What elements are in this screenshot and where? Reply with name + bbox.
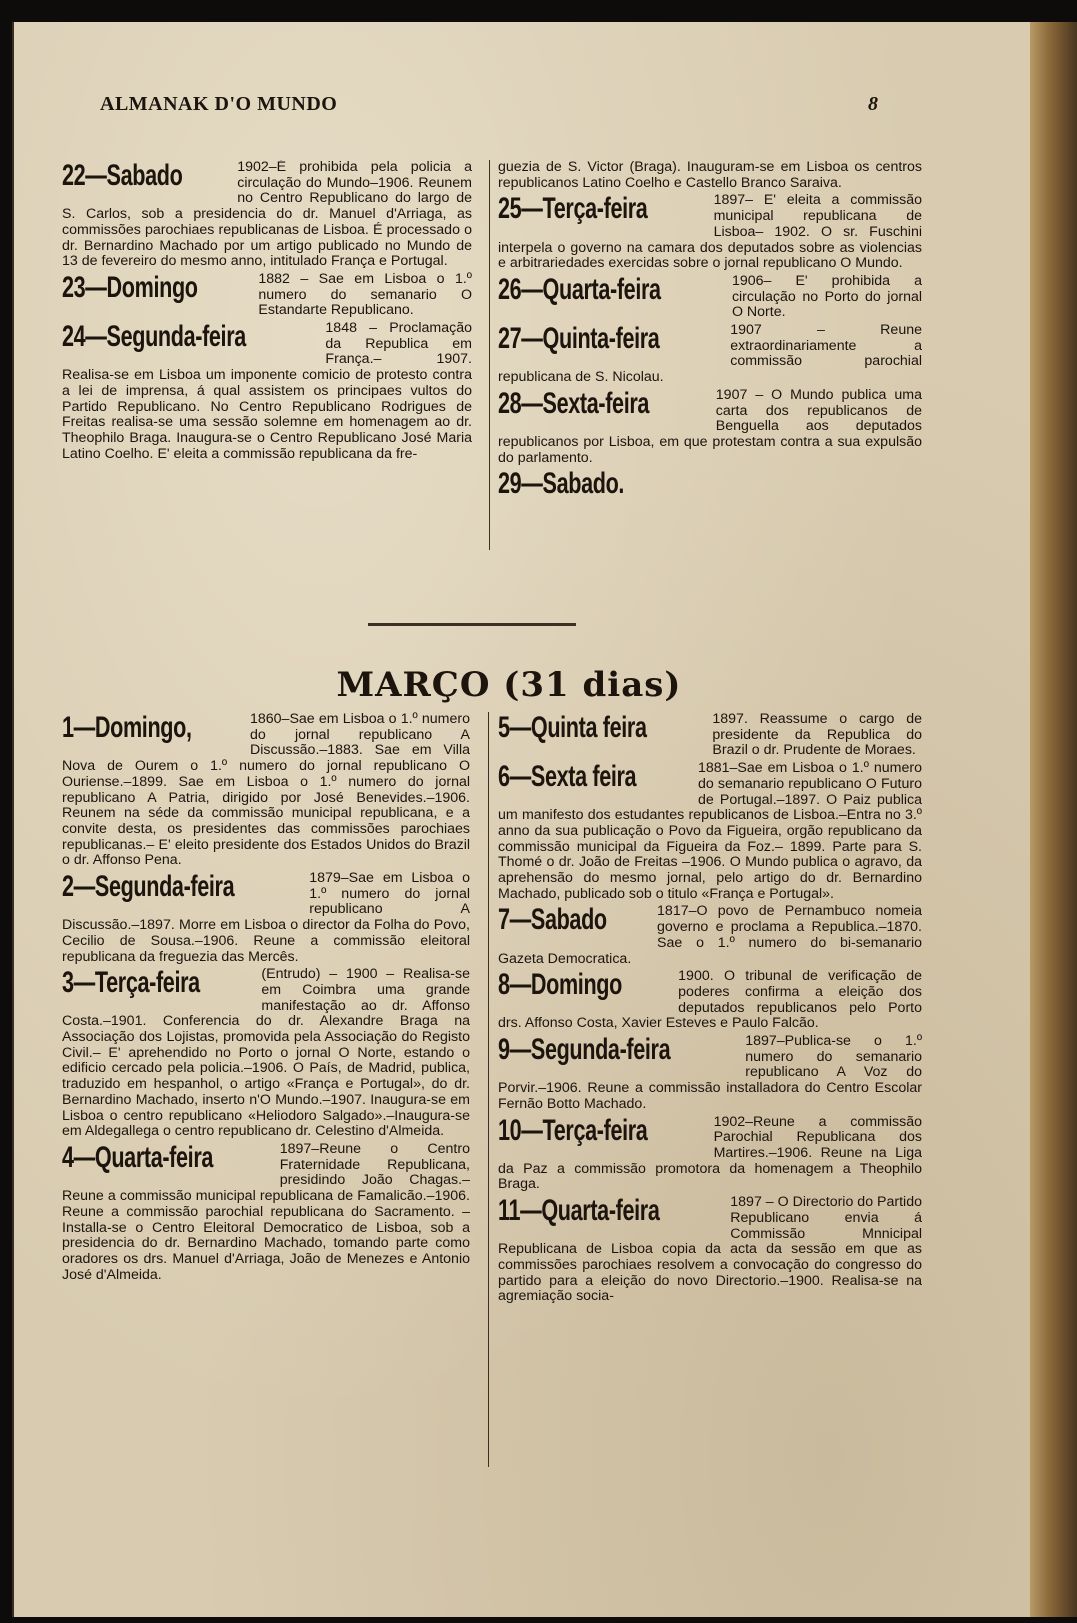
day-heading: 6—Sexta feira bbox=[498, 761, 637, 794]
day-entry bbox=[498, 712, 922, 759]
day-entry bbox=[62, 967, 470, 1140]
day-text: 1882 – Sae em Lisboa o 1.º numero do semanario O Estandarte Republicano. bbox=[258, 271, 472, 319]
day-text: 1902–Reune a commissão Parochial Republicana dos Martires.–1906. Reune na Liga da Paz a commissão promotora da homenagem a Theophilo Braga. bbox=[498, 1114, 922, 1193]
day-entry bbox=[498, 1195, 922, 1305]
day-entry bbox=[62, 712, 470, 869]
day-text: 1897–Publica-se o 1.º numero do semanario republicano A Voz do Porvir.–1906. Reune a commissão installadora do Centro Escolar Fernão Botto Machado. bbox=[498, 1034, 922, 1112]
day-heading: 29—Sabado. bbox=[498, 468, 625, 501]
day-entry bbox=[62, 1142, 470, 1283]
day-entry bbox=[498, 274, 922, 321]
day-heading: 4—Quarta-feira bbox=[62, 1141, 214, 1174]
day-heading: 28—Sexta-feira bbox=[498, 387, 650, 420]
day-text: 1897. Reassume o cargo de presidente da Republica do Brazil o dr. Prudente de Moraes. bbox=[712, 712, 922, 759]
day-entry bbox=[498, 193, 922, 272]
page-number: 8 bbox=[868, 93, 878, 115]
day-heading: 9—Segunda-feira bbox=[498, 1034, 671, 1067]
day-entry bbox=[62, 272, 472, 319]
day-text: 1906– E' prohibida a circulação no Porto do jornal O Norte. bbox=[731, 273, 922, 321]
day-heading: 27—Quinta-feira bbox=[498, 323, 660, 356]
day-entry bbox=[498, 1115, 922, 1194]
month-title: MARÇO (31 dias) bbox=[336, 665, 682, 705]
day-heading: 8—Domingo bbox=[498, 969, 622, 1002]
day-text: 1817–O povo de Pernambuco nomeia governo e proclama a Republica.–1870. Sae o 1.º numero do bi-semanario Gazeta Democratica. bbox=[498, 904, 922, 967]
section-divider bbox=[368, 623, 576, 626]
day-heading: 26—Quarta-feira bbox=[498, 273, 661, 306]
day-text: 1879–Sae em Lisboa o 1.º numero do jornal republicano A Discussão.–1897. Morre em Lisboa o director da Folha do Povo, Cecilio de Sousa.–1906. Reune a commissão eleitoral republicana da freguezia das Mercês. bbox=[62, 871, 470, 965]
day-text: 1860–Sae em Lisboa o 1.º numero do jornal republicano A Discussão.–1883. Sae em Villa Nova de Ourem o 1.º numero do jornal republicano O Ouriense.–1899. Sae em Lisboa o 1.º numero do jornal republicano A Patria, dirigido por José Benevides.–1906. Reunem na séde da commissão municipal republicana, e a convite desta, os presidentes das commissões parochiaes republicanas.– E' eleito presidente dos Estados Unidos do Brazil o dr. Affonso Pena. bbox=[62, 712, 470, 869]
day-text: 1848 – Proclamação da Republica em França.– 1907. Realisa-se em Lisboa um imponente comicio de protesto contra a lei de imprensa, á qual assistem os principaes vultos do Partido Republicano. No Centro Republicano Rodrigues de Freitas realisa-se uma sessão solemne em homenagem ao dr. Theophilo Braga. Inaugura-se o Centro Republicano José Maria Latino Coelho. E' eleita a commissão republicana da fre- bbox=[62, 321, 472, 462]
day-heading: 3—Terça-feira bbox=[62, 967, 200, 1000]
day-heading: 24—Segunda-feira bbox=[62, 321, 246, 354]
day-heading: 2—Segunda-feira bbox=[62, 871, 235, 904]
page-header bbox=[100, 93, 920, 119]
column-rule bbox=[488, 712, 489, 1467]
day-text: 1897–Reune o Centro Fraternidade Republicana, presidindo João Chagas.–Reune a commissão municipal republicana de Famalicão.–1906. Reune a commissão parochial republicana do Sacramento. –Installa-se o Centro Eleitoral Democratico de Lisboa, sob a presidencia do dr. Bernardino Machado, tomando parte como oradores os drs. Manuel d'Arriaga, João de Menezes e Antonio José d'Almeida. bbox=[62, 1141, 470, 1283]
day-entry bbox=[498, 904, 922, 967]
day-entry bbox=[62, 871, 470, 965]
day-heading: 5—Quinta feira bbox=[498, 712, 647, 744]
day-text: guezia de S. Victor (Braga). Inauguram-se em Lisboa os centros republicanos Latino Coelho e Castello Branco Saraiva. bbox=[498, 160, 922, 191]
day-entry bbox=[498, 323, 922, 386]
day-heading: 25—Terça-feira bbox=[498, 193, 648, 226]
day-heading: 10—Terça-feira bbox=[498, 1114, 648, 1147]
day-heading: 11—Quarta-feira bbox=[498, 1195, 660, 1228]
day-entry bbox=[498, 1034, 922, 1113]
day-text: 1881–Sae em Lisboa o 1.º numero do semanario republicano O Futuro de Portugal.–1897. O Paiz publica um manifesto dos estudantes republicanos de Lisboa.–Entra no 3.º anno da sua publicação o Povo da Figueira, orgão republicano da commissão municipal da Figueira da Foz.– 1899. Parte para S. Thomé o dr. João de Freitas –1906. O Mundo publica o agravo, da aprehensão do mesmo jornal, pelo artigo do dr. Bernardino Machado, publicado sob o titulo «França e Portugal». bbox=[498, 761, 922, 902]
next-page-edge bbox=[1030, 22, 1077, 1617]
day-text: 1907 – Reune extraordinariamente a commissão parochial republicana de S. Nicolau. bbox=[498, 323, 922, 386]
day-text: 1897 – O Directorio do Partido Republicano envia á Commissão Mnnicipal Republicana de Lisboa copia da acta da sessão em que as commissões parochiaes resolvem a convocação do congresso do partido para a eleição do novo Directorio.–1900. Realisa-se na agremiação socia- bbox=[498, 1195, 922, 1305]
day-entry bbox=[498, 160, 922, 191]
day-entry bbox=[498, 761, 922, 902]
running-title: ALMANAK D'O MUNDO bbox=[100, 93, 338, 115]
march-left-column bbox=[62, 712, 470, 1285]
day-heading: 22—Sabado bbox=[62, 160, 183, 192]
day-text: 1902–É prohibida pela policia a circulação do Mundo–1906. Reunem no Centro Republicano do largo de S. Carlos, sob a presidencia do dr. Manuel d'Arriaga, as commissões parochiaes republicanas de Lisboa. É processado o dr. Bernardino Machado por um artigo publicado no Mundo de 13 de fevereiro do mesmo anno, intitulado França e Portugal. bbox=[62, 160, 472, 270]
day-text: 1900. O tribunal de verificação de poderes confirma a eleição dos deputados republicanos pelo Porto drs. Affonso Costa, Xavier Esteves e Paulo Falcão. bbox=[498, 969, 922, 1032]
day-text: 1897– E' eleita a commissão municipal republicana de Lisboa– 1902. O sr. Fuschini interpela o governo na camara dos deputados sobre as violencias e arbitrariedades exercidas sobre o jornal republicano O Mundo. bbox=[498, 193, 922, 272]
day-heading: 1—Domingo, bbox=[62, 712, 192, 744]
day-text: 1907 – O Mundo publica uma carta dos republicanos de Benguella aos deputados republicanos por Lisboa, em que protestam contra a sua expulsão do parlamento. bbox=[498, 387, 922, 466]
day-entry bbox=[498, 388, 922, 467]
day-heading: 23—Domingo bbox=[62, 271, 198, 304]
february-right-column bbox=[498, 160, 922, 502]
column-rule bbox=[489, 160, 490, 550]
day-entry bbox=[498, 468, 922, 500]
day-entry bbox=[62, 160, 472, 270]
day-heading: 7—Sabado bbox=[498, 904, 607, 937]
february-left-column bbox=[62, 160, 472, 464]
march-right-column bbox=[498, 712, 922, 1307]
day-entry bbox=[498, 969, 922, 1032]
day-entry bbox=[62, 321, 472, 462]
day-text: (Entrudo) – 1900 – Realisa-se em Coimbra uma grande manifestação ao dr. Affonso Costa.–1901. Conferencia do dr. Alexandre Braga na Associação dos Lojistas, promovida pela Associação do Registo Civil.– E' aprehendido no Porto o jornal O Norte, estando o edificio cercado pela policia.–1906. O País, de Madrid, publica, traduzido em hespanhol, o artigo «França e Portugal», do dr. Bernardino Machado, inserto n'O Mundo.–1907. Inaugura-se em Lisboa o centro republicano «Heliodoro Salgado».–Inaugura-se em Aldegallega o centro republicano dr. Celestino d'Almeida. bbox=[62, 967, 470, 1140]
